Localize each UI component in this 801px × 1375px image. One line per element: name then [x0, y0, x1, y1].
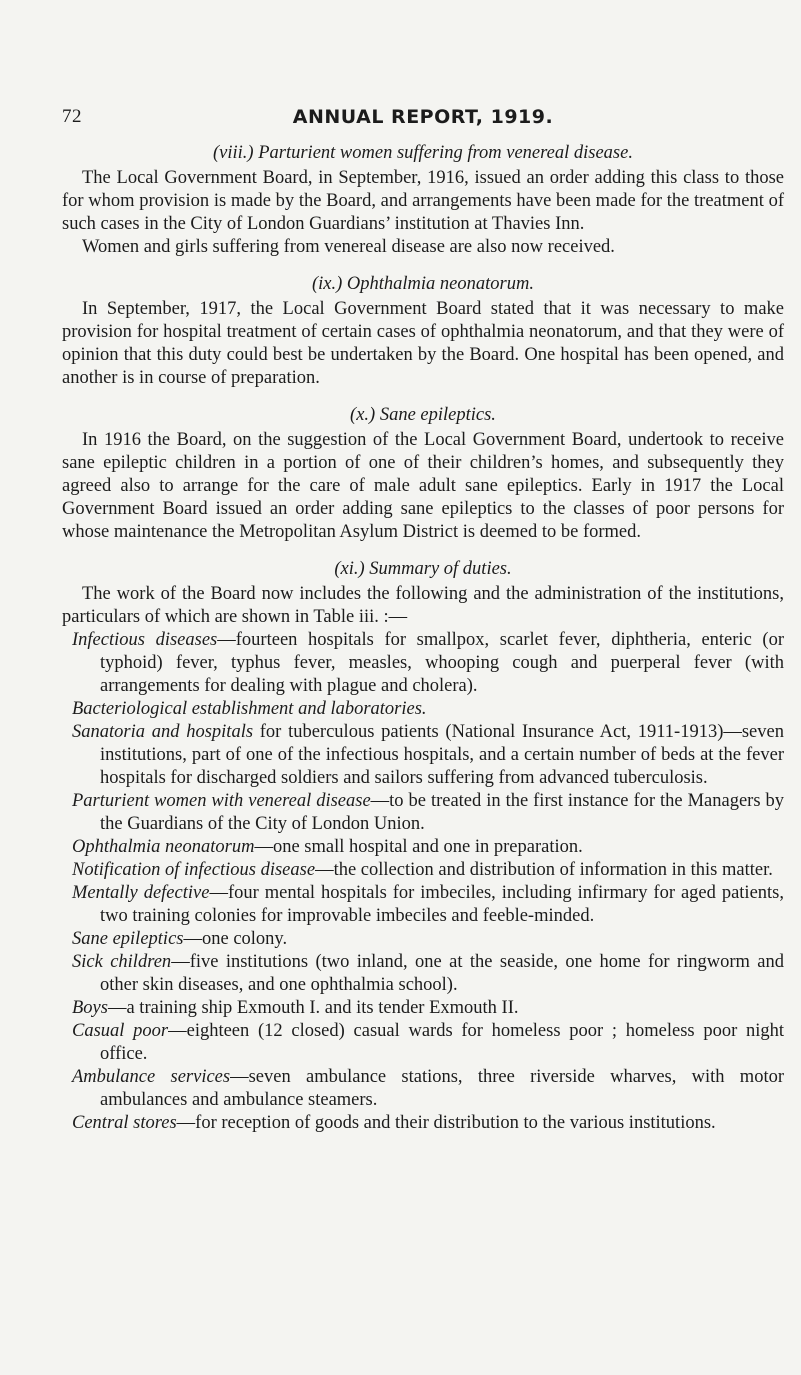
entry-lead: Sick children — [72, 952, 172, 972]
document-page — [62, 106, 784, 1149]
list-item — [72, 928, 784, 951]
list-item — [72, 882, 784, 928]
running-head: ANNUAL REPORT, 1919. — [292, 106, 554, 128]
list-item — [72, 721, 784, 790]
page-header — [62, 106, 784, 132]
page-number: 72 — [62, 106, 82, 127]
section-viii — [62, 142, 784, 259]
list-item — [72, 997, 784, 1020]
section-title: (viii.) Parturient women suffering from venereal disease. — [213, 143, 633, 163]
list-item — [72, 629, 784, 698]
list-item — [72, 836, 784, 859]
list-item — [72, 859, 784, 882]
list-item — [72, 790, 784, 836]
list-item — [72, 1020, 784, 1066]
entry-lead: Parturient women with venereal disease — [72, 791, 371, 811]
entry-lead: Central stores — [72, 1113, 177, 1133]
entry-text: —five institutions (two inland, one at the seaside, one home for ringworm and other skin diseases, and one ophthalmia school). — [100, 952, 785, 995]
paragraph: In 1916 the Board, on the suggestion of the Local Government Board, undertook to receive sane epileptic children in a portion of one of their children’s homes, and subsequently they agreed also to arrange for the care of male adult sane epileptics. Early in 1917 the Local Government Board issued an order adding sane epileptics to the classes of poor persons for whose maintenance the Metropolitan Asylum District is deemed to be formed. — [62, 430, 784, 542]
paragraph: In September, 1917, the Local Government Board stated that it was necessary to make provision for hospital treatment of certain cases of ophthalmia neonatorum, and that they were of opinion that this duty could best be undertaken by the Board. One hospital has been opened, and another is in course of preparation. — [62, 299, 784, 388]
entry-text: —for reception of goods and their distribution to the various institutions. — [176, 1113, 716, 1133]
entry-lead: Bacteriological establishment and laboratories. — [72, 699, 427, 719]
entry-text: —seven ambulance stations, three riverside wharves, with motor ambulances and ambulance steamers. — [100, 1067, 784, 1110]
list-item — [72, 698, 784, 721]
list-item — [72, 1112, 784, 1135]
section-title: (xi.) Summary of duties. — [334, 559, 512, 579]
entry-text: —one small hospital and one in preparation. — [254, 837, 583, 857]
paragraph: The Local Government Board, in September, 1916, issued an order adding this class to those for whom provision is made by the Board, and arrangements have been made for the treatment of such cases in the City of London Guardians’ institution at Thavies Inn. — [62, 168, 784, 234]
list-item — [72, 951, 784, 997]
list-item — [72, 1066, 784, 1112]
section-title: (x.) Sane epileptics. — [350, 405, 496, 425]
section-xi — [62, 558, 784, 1135]
entry-lead: Ophthalmia neonatorum — [72, 837, 255, 857]
entry-text: —one colony. — [183, 929, 288, 949]
entry-lead: Infectious diseases — [72, 630, 218, 650]
entry-text: —four mental hospitals for imbeciles, including infirmary for aged patients, two training colonies for improvable imbeciles and feeble-minded. — [100, 883, 784, 926]
entry-text: —fourteen hospitals for smallpox, scarlet fever, diphtheria, enteric (or typhoid) fever, typhus fever, measles, whooping cough and puerperal fever (with arrangements for dealing with plague and cholera). — [100, 630, 784, 696]
entry-lead: Boys — [72, 998, 108, 1018]
duties-list — [62, 629, 784, 1135]
entry-text: —a training ship Exmouth I. and its tender Exmouth II. — [107, 998, 519, 1018]
entry-lead: Notification of infectious disease — [72, 860, 316, 880]
entry-lead: Sane epileptics — [72, 929, 184, 949]
section-title: (ix.) Ophthalmia neonatorum. — [312, 274, 534, 294]
section-x — [62, 404, 784, 544]
entry-text: —eighteen (12 closed) casual wards for homeless poor ; homeless poor night office. — [100, 1021, 784, 1064]
entry-lead: Ambulance services — [72, 1067, 231, 1087]
entry-text: —the collection and distribution of information in this matter. — [315, 860, 773, 880]
paragraph: The work of the Board now includes the following and the administration of the institutions, particulars of which are shown in Table iii. :— — [62, 584, 784, 627]
section-ix — [62, 273, 784, 390]
entry-lead: Mentally defective — [72, 883, 210, 903]
entry-text: —to be treated in the first instance for the Managers by the Guardians of the City of London Union. — [100, 791, 784, 834]
entry-text: for tuberculous patients (National Insurance Act, 1911-1913)—seven institutions, part of one of the infectious hospitals, and a certain number of beds at the fever hospitals for discharged soldiers and sailors suffering from advanced tuberculosis. — [100, 722, 784, 788]
entry-lead: Casual poor — [72, 1021, 169, 1041]
entry-lead: Sanatoria and hospitals — [72, 722, 254, 742]
paragraph: Women and girls suffering from venereal disease are also now received. — [82, 237, 615, 257]
